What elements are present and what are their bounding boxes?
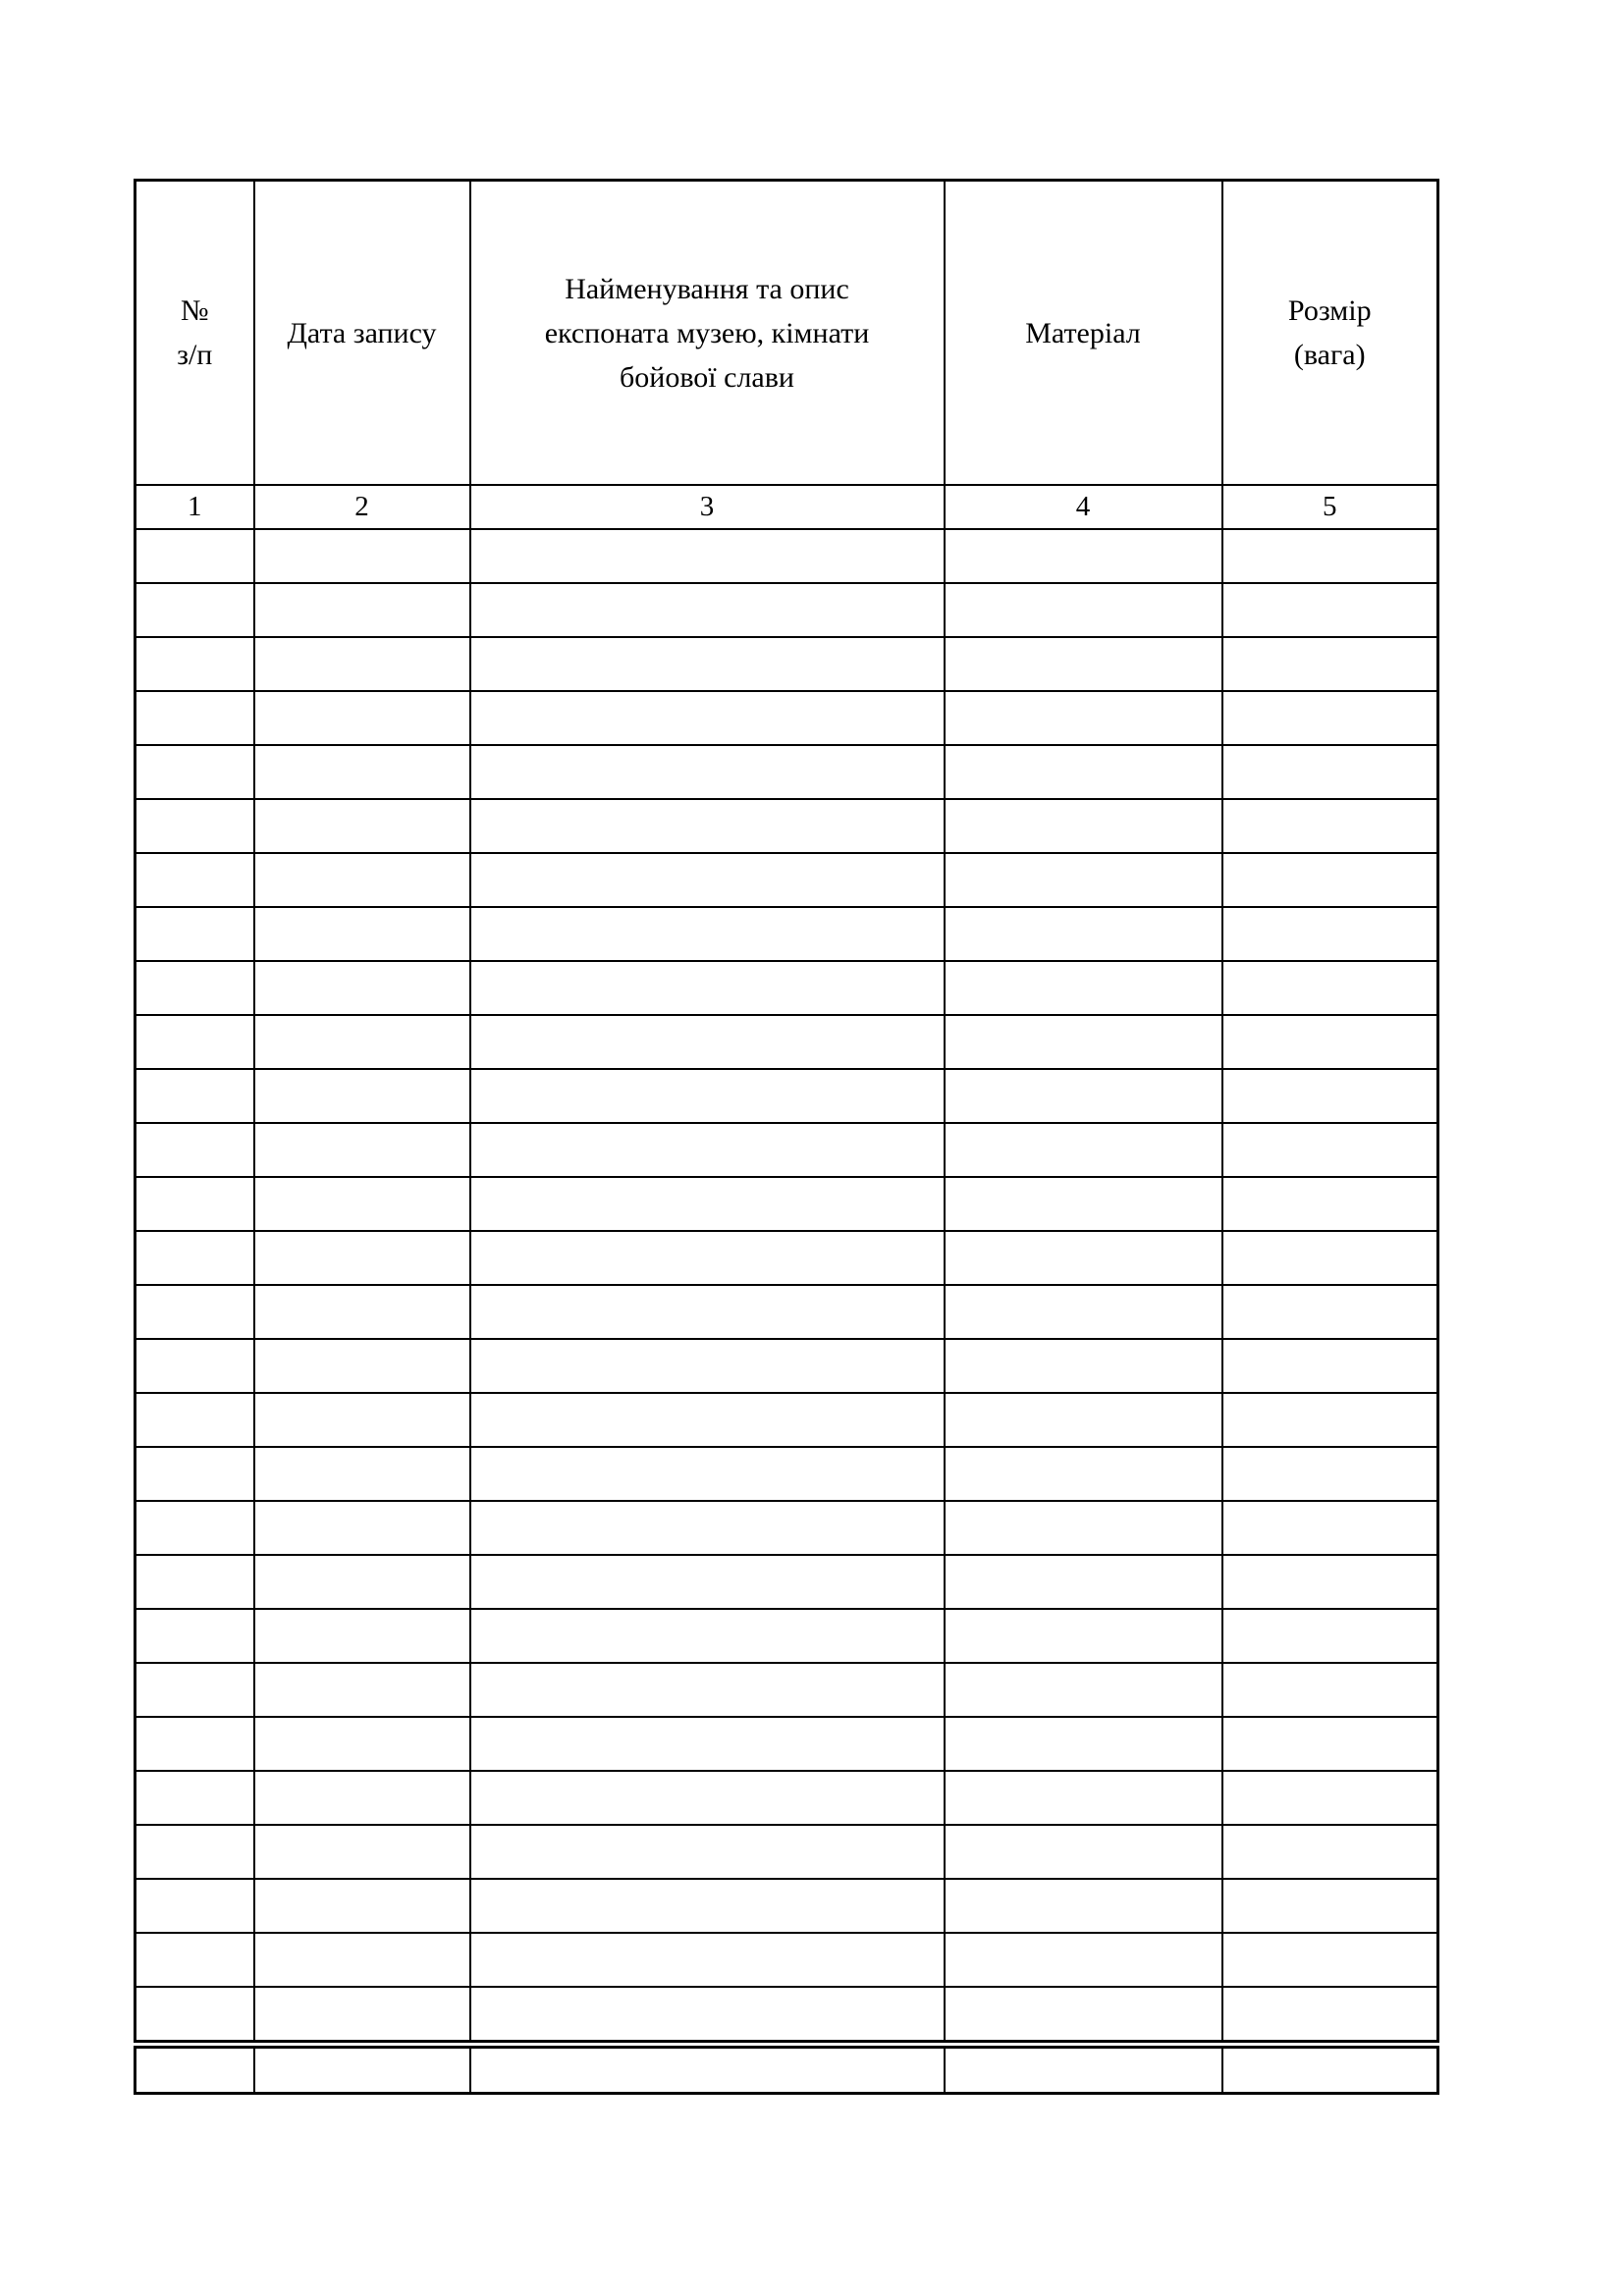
empty-cell — [1222, 1609, 1438, 1663]
empty-cell — [1222, 1285, 1438, 1339]
column-index-cell: 1 — [135, 485, 254, 529]
empty-cell — [135, 1393, 254, 1447]
empty-cell — [135, 583, 254, 637]
empty-cell — [470, 1825, 945, 1879]
table-row — [135, 1123, 1438, 1177]
empty-cell — [254, 1339, 470, 1393]
header-label: Матеріал — [1025, 316, 1141, 349]
header-label: експоната музею, кімнати — [544, 316, 870, 349]
empty-cell — [470, 1339, 945, 1393]
empty-cell — [135, 745, 254, 799]
empty-cell — [945, 907, 1222, 961]
empty-cell — [945, 1447, 1222, 1501]
empty-cell — [135, 1663, 254, 1717]
empty-cell — [135, 1123, 254, 1177]
empty-cell — [945, 1933, 1222, 1987]
empty-cell — [945, 583, 1222, 637]
empty-cell — [470, 1879, 945, 1933]
table-row — [135, 1339, 1438, 1393]
empty-cell — [470, 1177, 945, 1231]
empty-cell — [470, 1933, 945, 1987]
header-label: (вага) — [1293, 339, 1366, 371]
empty-cell — [254, 1015, 470, 1069]
empty-cell — [254, 1771, 470, 1825]
empty-cell — [135, 1825, 254, 1879]
empty-cell — [254, 1825, 470, 1879]
empty-cell — [1222, 1339, 1438, 1393]
table-row — [135, 529, 1438, 583]
table-row — [135, 1663, 1438, 1717]
empty-cell — [1222, 1015, 1438, 1069]
empty-cell — [135, 1339, 254, 1393]
empty-cell — [945, 1015, 1222, 1069]
empty-cell — [945, 1339, 1222, 1393]
empty-cell — [945, 637, 1222, 691]
empty-cell — [470, 1447, 945, 1501]
empty-cell — [945, 1879, 1222, 1933]
empty-cell — [945, 529, 1222, 583]
table-row — [135, 799, 1438, 853]
header-label: Найменування та опис — [565, 272, 849, 305]
empty-cell — [135, 1069, 254, 1123]
empty-cell — [470, 1231, 945, 1285]
empty-cell — [470, 1501, 945, 1555]
empty-cell — [945, 799, 1222, 853]
empty-cell — [470, 907, 945, 961]
empty-cell — [470, 1609, 945, 1663]
empty-cell — [254, 1501, 470, 1555]
empty-cell — [1222, 1231, 1438, 1285]
empty-cell — [1222, 1177, 1438, 1231]
table-row — [135, 1555, 1438, 1609]
exhibit-register-table — [134, 179, 1439, 2095]
table-row — [135, 1015, 1438, 1069]
empty-cell — [945, 1123, 1222, 1177]
empty-cell — [470, 1393, 945, 1447]
empty-cell — [254, 1393, 470, 1447]
empty-cell — [1222, 1069, 1438, 1123]
empty-cell — [470, 1555, 945, 1609]
table-row — [135, 1447, 1438, 1501]
empty-cell — [1222, 1123, 1438, 1177]
empty-cell — [1222, 583, 1438, 637]
empty-cell — [1222, 1825, 1438, 1879]
empty-cell — [1222, 2045, 1438, 2094]
empty-cell — [254, 1285, 470, 1339]
empty-cell — [470, 1771, 945, 1825]
empty-cell — [945, 1177, 1222, 1231]
empty-cell — [1222, 1501, 1438, 1555]
empty-cell — [254, 1447, 470, 1501]
header-label: Розмір — [1287, 294, 1372, 327]
header-cell-size-weight — [1222, 181, 1438, 486]
table-row — [135, 583, 1438, 637]
empty-cell — [254, 1663, 470, 1717]
empty-cell — [470, 691, 945, 745]
table-body — [135, 529, 1438, 2094]
table-row — [135, 1501, 1438, 1555]
empty-cell — [254, 907, 470, 961]
empty-cell — [1222, 1717, 1438, 1771]
empty-cell — [945, 853, 1222, 907]
empty-cell — [135, 1987, 254, 2045]
empty-cell — [1222, 1447, 1438, 1501]
empty-cell — [254, 745, 470, 799]
empty-cell — [945, 1987, 1222, 2045]
empty-cell — [1222, 961, 1438, 1015]
empty-cell — [135, 691, 254, 745]
empty-cell — [135, 1555, 254, 1609]
empty-cell — [470, 961, 945, 1015]
table-row — [135, 2045, 1438, 2094]
empty-cell — [135, 1285, 254, 1339]
table-row — [135, 1987, 1438, 2045]
empty-cell — [254, 1555, 470, 1609]
empty-cell — [135, 1609, 254, 1663]
table-row — [135, 745, 1438, 799]
empty-cell — [1222, 799, 1438, 853]
empty-cell — [135, 529, 254, 583]
empty-cell — [945, 1285, 1222, 1339]
table-row — [135, 1879, 1438, 1933]
table-row — [135, 1069, 1438, 1123]
empty-cell — [135, 1015, 254, 1069]
empty-cell — [135, 637, 254, 691]
empty-cell — [470, 853, 945, 907]
header-label: № — [180, 294, 209, 327]
empty-cell — [1222, 745, 1438, 799]
table-row — [135, 1393, 1438, 1447]
empty-cell — [135, 1447, 254, 1501]
empty-cell — [1222, 1555, 1438, 1609]
table-row — [135, 907, 1438, 961]
column-index-cell: 3 — [470, 485, 945, 529]
empty-cell — [470, 637, 945, 691]
table-row — [135, 637, 1438, 691]
empty-cell — [254, 1933, 470, 1987]
empty-cell — [470, 799, 945, 853]
table-row — [135, 1609, 1438, 1663]
header-row — [135, 181, 1438, 486]
table-row — [135, 1933, 1438, 1987]
empty-cell — [470, 529, 945, 583]
empty-cell — [254, 853, 470, 907]
empty-cell — [945, 1609, 1222, 1663]
empty-cell — [945, 1393, 1222, 1447]
empty-cell — [945, 745, 1222, 799]
header-cell-material — [945, 181, 1222, 486]
empty-cell — [1222, 853, 1438, 907]
column-index-cell: 4 — [945, 485, 1222, 529]
empty-cell — [470, 1069, 945, 1123]
empty-cell — [470, 1663, 945, 1717]
column-index-cell: 2 — [254, 485, 470, 529]
empty-cell — [135, 1933, 254, 1987]
table-row — [135, 1285, 1438, 1339]
empty-cell — [1222, 529, 1438, 583]
empty-cell — [945, 1555, 1222, 1609]
empty-cell — [1222, 1987, 1438, 2045]
empty-cell — [470, 1285, 945, 1339]
header-label: бойової слави — [620, 360, 794, 394]
table-row — [135, 1771, 1438, 1825]
empty-cell — [135, 907, 254, 961]
empty-cell — [254, 1717, 470, 1771]
empty-cell — [470, 2045, 945, 2094]
header-label: з/п — [177, 339, 213, 371]
empty-cell — [135, 1879, 254, 1933]
empty-cell — [254, 1123, 470, 1177]
empty-cell — [470, 1123, 945, 1177]
empty-cell — [135, 853, 254, 907]
empty-cell — [945, 1069, 1222, 1123]
header-cell-number — [135, 181, 254, 486]
empty-cell — [135, 799, 254, 853]
empty-cell — [254, 691, 470, 745]
table-row — [135, 1717, 1438, 1771]
empty-cell — [945, 1231, 1222, 1285]
empty-cell — [945, 1663, 1222, 1717]
empty-cell — [945, 691, 1222, 745]
empty-cell — [1222, 1933, 1438, 1987]
empty-cell — [254, 1231, 470, 1285]
empty-cell — [135, 961, 254, 1015]
empty-cell — [1222, 1393, 1438, 1447]
column-index-cell: 5 — [1222, 485, 1438, 529]
empty-cell — [945, 961, 1222, 1015]
empty-cell — [254, 1987, 470, 2045]
table-row — [135, 691, 1438, 745]
empty-cell — [470, 1717, 945, 1771]
empty-cell — [254, 799, 470, 853]
header-cell-record-date — [254, 181, 470, 486]
empty-cell — [254, 529, 470, 583]
empty-cell — [254, 1879, 470, 1933]
empty-cell — [1222, 637, 1438, 691]
empty-cell — [135, 1501, 254, 1555]
header-cell-exhibit-description — [470, 181, 945, 486]
empty-cell — [135, 1717, 254, 1771]
column-index-row — [135, 485, 1438, 529]
empty-cell — [1222, 1771, 1438, 1825]
empty-cell — [135, 2045, 254, 2094]
empty-cell — [470, 745, 945, 799]
table-row — [135, 1177, 1438, 1231]
empty-cell — [254, 1609, 470, 1663]
empty-cell — [254, 1069, 470, 1123]
empty-cell — [1222, 1879, 1438, 1933]
empty-cell — [254, 637, 470, 691]
header-label: Дата запису — [287, 316, 437, 349]
table-row — [135, 1825, 1438, 1879]
empty-cell — [945, 1825, 1222, 1879]
empty-cell — [254, 2045, 470, 2094]
table-row — [135, 853, 1438, 907]
empty-cell — [254, 583, 470, 637]
table-row — [135, 961, 1438, 1015]
empty-cell — [1222, 691, 1438, 745]
empty-cell — [470, 1015, 945, 1069]
empty-cell — [945, 1771, 1222, 1825]
empty-cell — [254, 961, 470, 1015]
empty-cell — [135, 1231, 254, 1285]
empty-cell — [1222, 1663, 1438, 1717]
empty-cell — [254, 1177, 470, 1231]
table-row — [135, 1231, 1438, 1285]
empty-cell — [470, 583, 945, 637]
empty-cell — [135, 1177, 254, 1231]
empty-cell — [135, 1771, 254, 1825]
empty-cell — [1222, 907, 1438, 961]
empty-cell — [945, 1501, 1222, 1555]
empty-cell — [945, 1717, 1222, 1771]
empty-cell — [470, 1987, 945, 2045]
empty-cell — [945, 2045, 1222, 2094]
